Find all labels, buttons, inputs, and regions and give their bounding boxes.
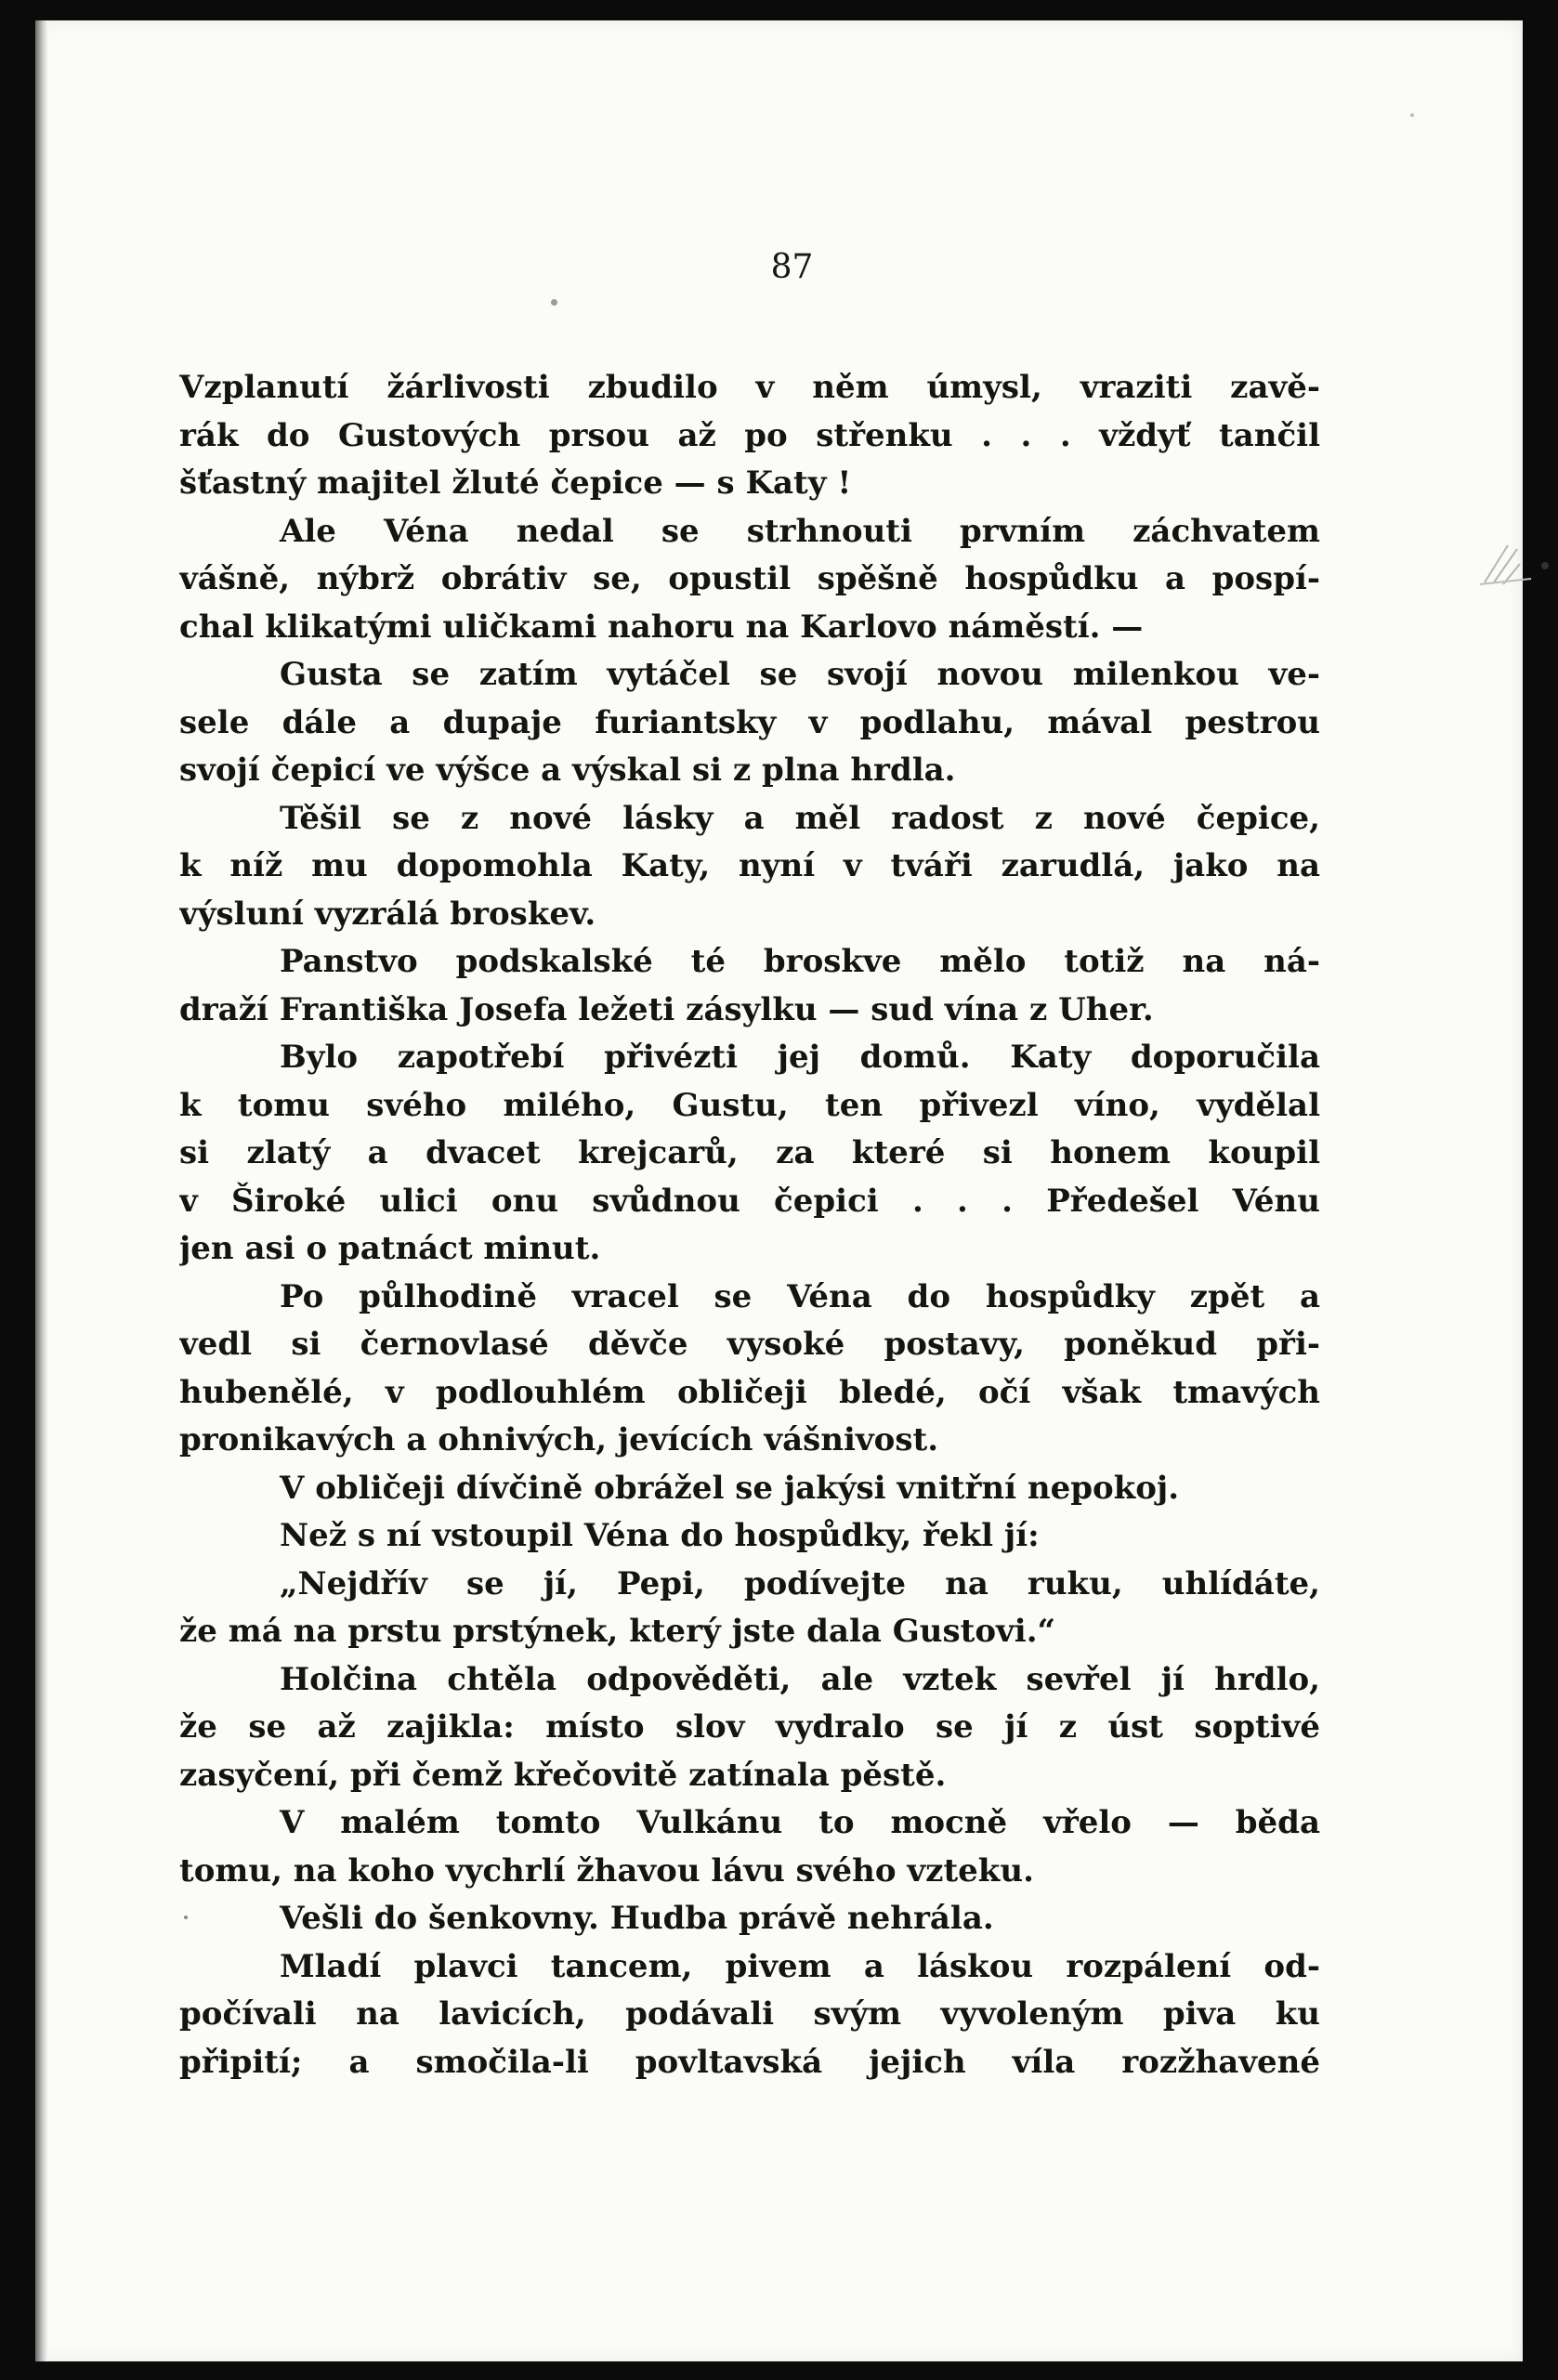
text-line: draží Františka Josefa ležeti zásylku — sud vína z Uher. <box>179 990 1154 1028</box>
text-line: k tomu svého milého, Gustu, ten přivezl víno, vydělal <box>179 1086 1320 1124</box>
text-line: k níž mu dopomohla Katy, nyní v tváři zarudlá, jako na <box>179 847 1320 884</box>
text-line: Než s ní vstoupil Véna do hospůdky, řekl jí: <box>280 1517 1040 1554</box>
text-line: že má na prstu prstýnek, který jste dala Gustovi.“ <box>179 1613 1056 1650</box>
text-line: V malém tomto Vulkánu to mocně vřelo — běda <box>280 1804 1320 1841</box>
text-line: vášně, nýbrž obrátiv se, opustil spěšně hospůdku a pospí- <box>179 560 1320 597</box>
text-line: Ale Véna nedal se strhnouti prvním záchvatem <box>280 512 1320 550</box>
text-line: „Nejdřív se jí, Pepi, podívejte na ruku, uhlídáte, <box>280 1564 1320 1602</box>
text-line: Panstvo podskalské té broskve mělo totiž na ná- <box>280 943 1320 980</box>
book-page <box>35 20 1523 2361</box>
text-line: výsluní vyzrálá broskev. <box>179 895 596 933</box>
text-line: Mladí plavci tancem, pivem a láskou rozpálení od- <box>280 1947 1320 1985</box>
text-line: rák do Gustových prsou až po střenku . . . vždyť tančil <box>179 416 1320 454</box>
text-line: chal klikatými uličkami nahoru na Karlovo náměstí. — <box>179 608 1144 646</box>
text-line: Holčina chtěla odpověděti, ale vztek sevřel jí hrdlo, <box>280 1660 1320 1698</box>
text-line: tomu, na koho vychrlí žhavou lávu svého vzteku. <box>179 1851 1034 1890</box>
text-line: vedl si černovlasé děvče vysoké postavy, poněkud při- <box>179 1326 1320 1363</box>
text-line: že se až zajikla: místo slov vydralo se jí z úst soptivé <box>179 1708 1320 1746</box>
paper-speck <box>1410 113 1414 117</box>
text-line: Po půlhodině vracel se Véna do hospůdky zpět a <box>280 1277 1320 1315</box>
text-line: Těšil se z nové lásky a měl radost z nové čepice, <box>280 799 1320 837</box>
text-line: hubenělé, v podlouhlém obličeji bledé, očí však tmavých <box>179 1373 1320 1411</box>
text-line: v Široké ulici onu svůdnou čepici . . . Předešel Vénu <box>179 1182 1320 1220</box>
text-line: si zlatý a dvacet krejcarů, za které si honem koupil <box>179 1134 1320 1171</box>
text-line: zasyčení, při čemž křečovitě zatínala pěstě. <box>179 1756 947 1794</box>
page-binding-edge <box>35 20 48 2361</box>
text-line: sele dále a dupaje furiantsky v podlahu, mával pestrou <box>179 703 1320 741</box>
text-line: svojí čepicí ve výšce a výskal si z plna hrdla. <box>179 752 956 789</box>
text-line: Bylo zapotřebí přivézti jej domů. Katy doporučila <box>280 1039 1320 1076</box>
text-line: šťastný majitel žluté čepice — s Katy ! <box>179 464 852 502</box>
text-line: pronikavých a ohnivých, jevících vášnivost. <box>179 1421 939 1458</box>
text-line: jen asi o patnáct minut. <box>179 1230 601 1267</box>
text-line: Vzplanutí žárlivosti zbudilo v něm úmysl, vraziti zavě- <box>179 369 1320 406</box>
page-number: 87 <box>770 248 814 286</box>
text-line: V obličeji dívčině obrážel se jakýsi vnitřní nepokoj. <box>280 1469 1180 1507</box>
body-text <box>179 364 1320 2086</box>
text-line: Vešli do šenkovny. Hudba právě nehrála. <box>280 1900 994 1937</box>
paper-speck <box>184 1916 188 1919</box>
text-line: počívali na lavicích, podávali svým vyvoleným piva ku <box>179 1995 1320 2033</box>
margin-pencil-mark <box>1466 536 1558 592</box>
text-line: připití; a smočila-li povltavská jejich víla rozžhavené <box>179 2043 1320 2081</box>
text-line: Gusta se zatím vytáčel se svojí novou milenkou ve- <box>280 656 1320 693</box>
paper-speck <box>551 299 557 306</box>
